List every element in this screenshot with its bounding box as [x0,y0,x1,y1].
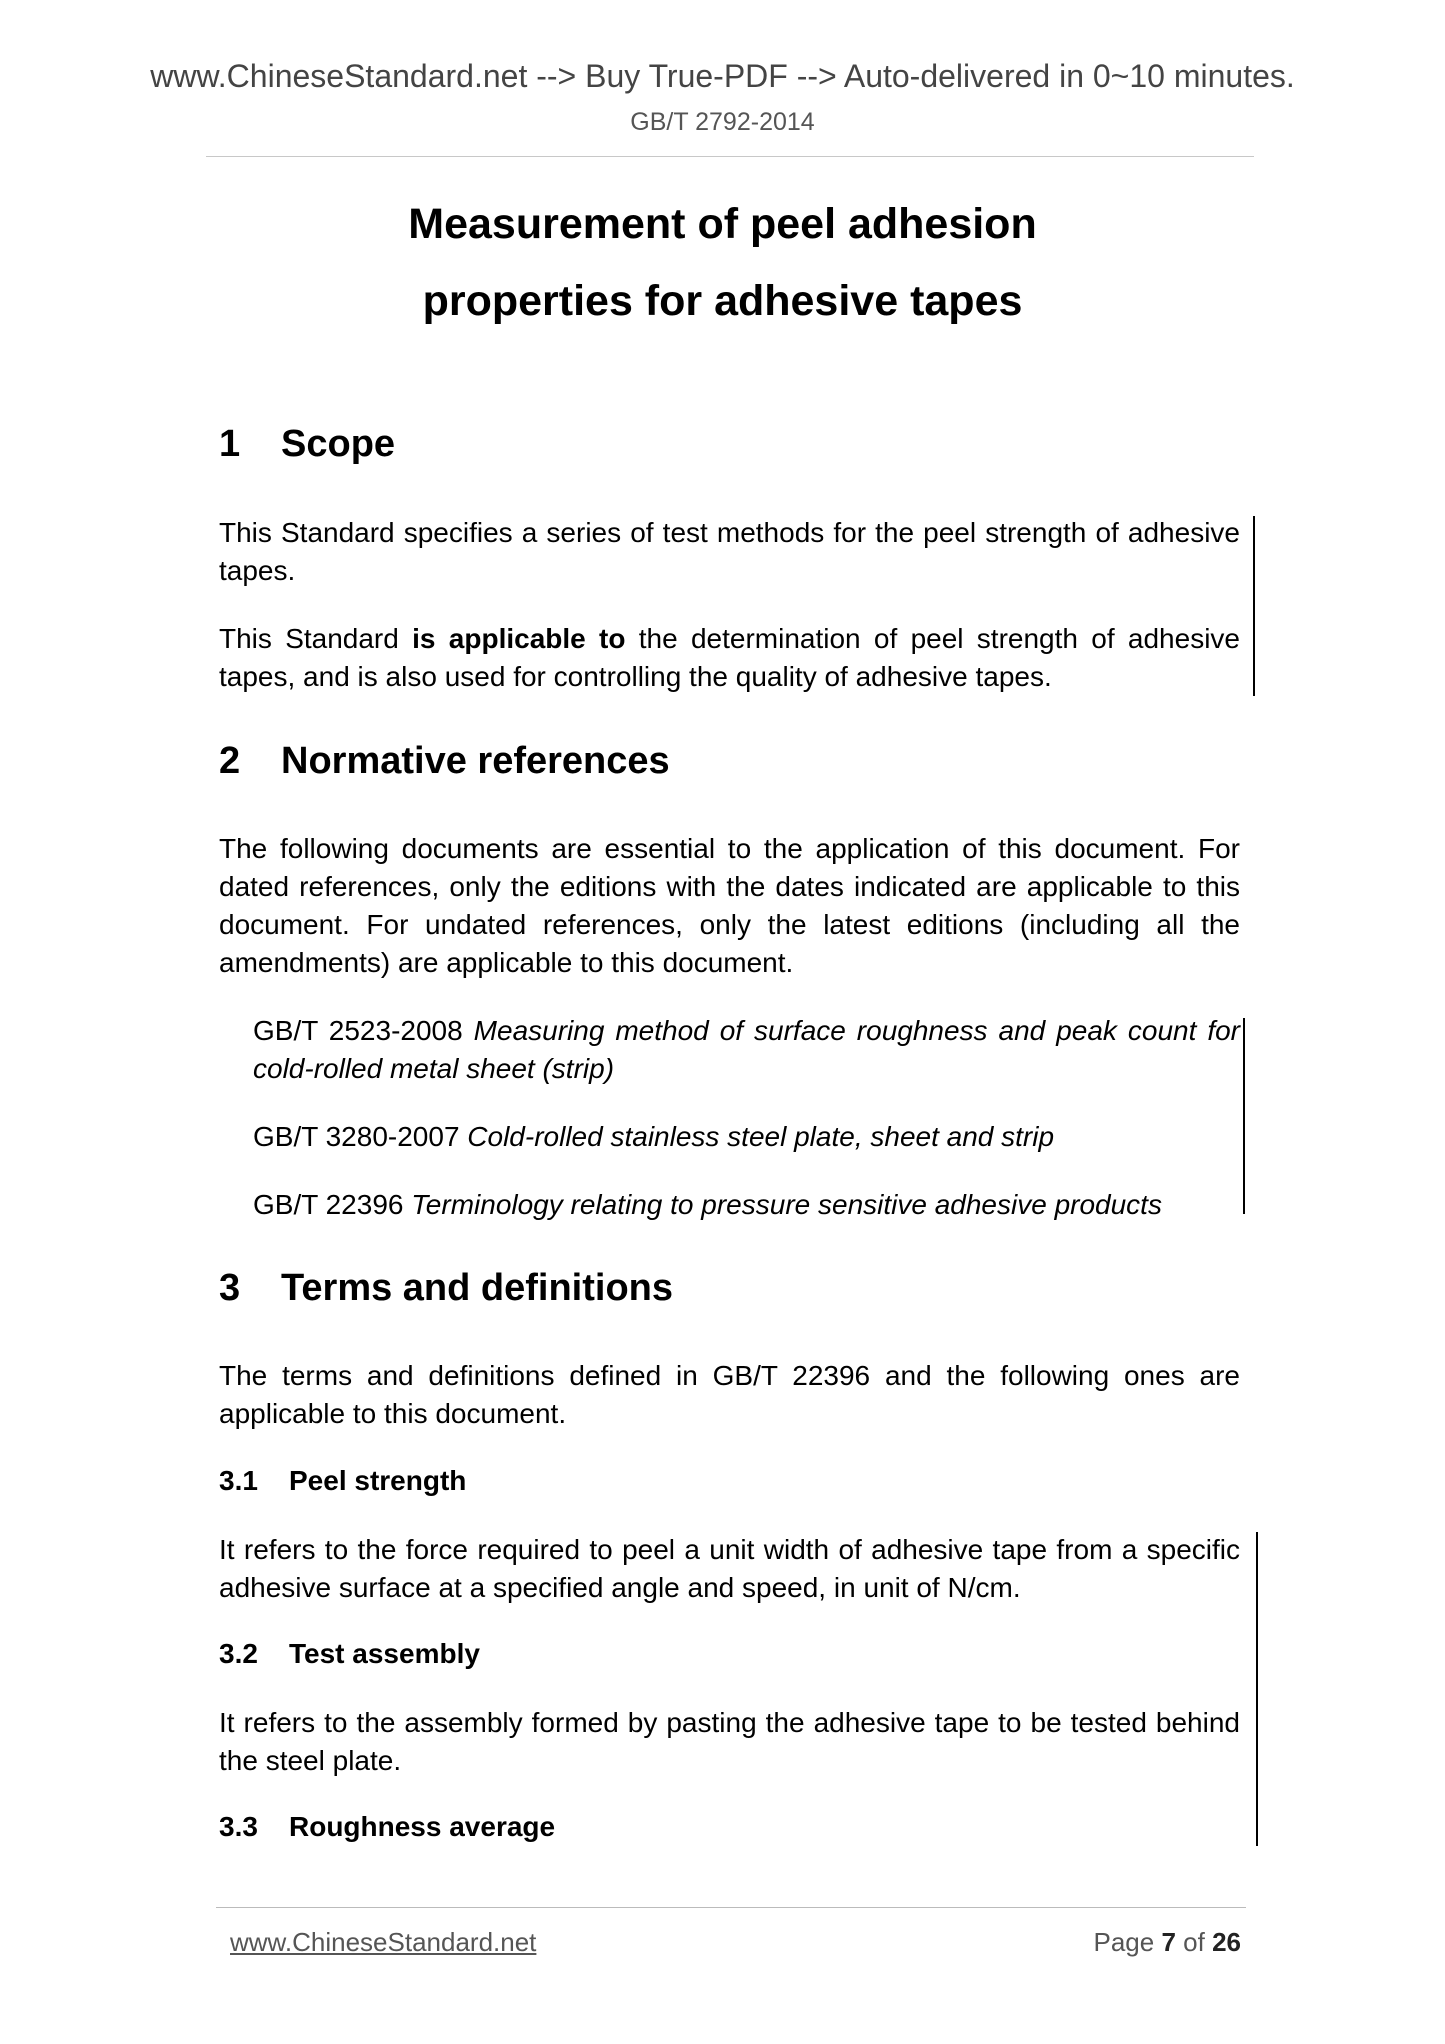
section-3-heading [219,1267,673,1310]
site-banner: www.ChineseStandard.net --> Buy True-PDF --> Auto-delivered in 0~10 minutes. [150,58,1295,94]
scope-para2-post: the determination of peel strength of adhesive tapes, and is also used for controlling the quality of adhesive tapes. [219,623,1240,692]
header-divider [206,156,1254,157]
section-1-heading [219,423,395,466]
section-2-heading [219,740,670,783]
reference-code: GB/T 2523-2008 [253,1015,463,1046]
doc-title-line2: properties for adhesive tapes [422,277,1023,325]
term-number: 3.1 [219,1465,258,1496]
term-definition: It refers to the assembly formed by pasting the adhesive tape to be tested behind the steel plate. [219,1707,1240,1776]
section-3-number: 3 [219,1267,241,1309]
page-indicator [1093,1927,1241,1958]
section-1-number: 1 [219,423,241,465]
reference-item [253,1186,1240,1224]
change-bar [1256,1532,1258,1846]
section-3-title: Terms and definitions [281,1267,674,1309]
terms-paragraph: The terms and definitions defined in GB/T 22396 and the following ones are applicable to this document. [219,1360,1240,1429]
doc-title-line1: Measurement of peel adhesion [408,200,1037,248]
footer-divider [216,1907,1246,1908]
term-title: Roughness average [289,1811,556,1842]
footer-site-link[interactable]: www.ChineseStandard.net [230,1927,537,1957]
reference-item [253,1012,1240,1088]
scope-paragraph-1: This Standard specifies a series of test methods for the peel strength of adhesive tapes. [219,517,1240,586]
section-2-number: 2 [219,740,241,782]
scope-para2-bold: is applicable to [412,623,626,654]
page-label: Page [1093,1927,1155,1957]
term-definition: It refers to the force required to peel a unit width of adhesive tape from a specific adhesive surface at a specified angle and speed, in unit of N/cm. [219,1534,1240,1603]
reference-title: Measuring method of surface roughness and peak count for cold-rolled metal sheet (strip) [253,1015,1241,1084]
reference-title: Terminology relating to pressure sensitive adhesive products [411,1189,1162,1220]
term-title: Test assembly [289,1638,480,1669]
page-total: 26 [1212,1927,1241,1957]
term-number: 3.3 [219,1811,258,1842]
reference-code: GB/T 3280-2007 [253,1121,460,1152]
section-1-title: Scope [281,423,396,465]
page-of: of [1183,1927,1205,1957]
reference-item [253,1118,1240,1156]
scope-para2-pre: This Standard [219,623,413,654]
reference-title: Cold-rolled stainless steel plate, sheet and strip [467,1121,1055,1152]
change-bar [1253,516,1255,696]
scope-paragraph-2 [219,620,1240,696]
term-heading [219,1638,480,1670]
normative-paragraph: The following documents are essential to the application of this document. For dated references, only the editions with the dates indicated are applicable to this document. For undated references, only the latest editions (including all the amendments) are applicable to this document. [219,833,1240,978]
term-heading [219,1465,466,1497]
term-heading [219,1811,555,1843]
section-2-title: Normative references [281,740,670,782]
doc-number: GB/T 2792-2014 [630,108,815,136]
page-current: 7 [1161,1927,1176,1957]
reference-code: GB/T 22396 [253,1189,404,1220]
change-bar [1243,1018,1245,1214]
term-number: 3.2 [219,1638,258,1669]
term-title: Peel strength [289,1465,467,1496]
